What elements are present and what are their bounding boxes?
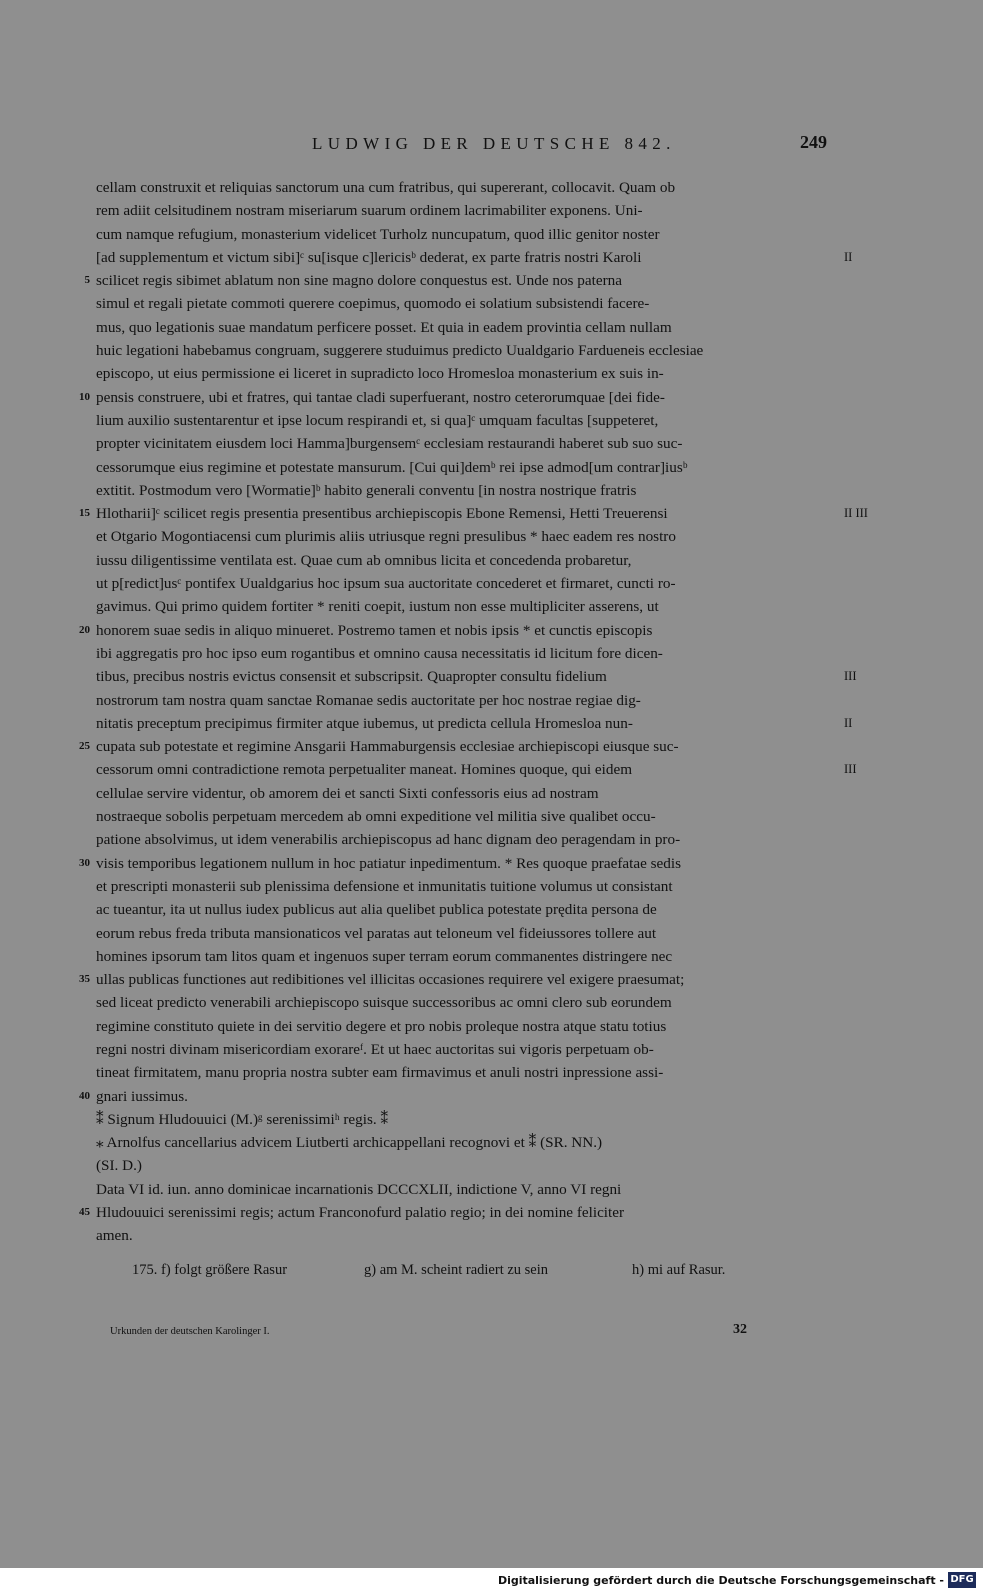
- dfg-logo: DFG: [948, 1572, 976, 1588]
- line-text: et Otgario Mogontiacensi cum plurimis aliis utriusque regni presulibus * haec eadem res nostro: [96, 528, 676, 546]
- margin-note: II III: [844, 506, 868, 521]
- margin-note: III: [844, 762, 857, 777]
- text-line: [96, 1224, 838, 1247]
- text-line: [96, 223, 838, 246]
- line-text: regni nostri divinam misericordiam exorareᶠ. Et ut haec auctoritas sui vigoris perpetuam ob-: [96, 1040, 654, 1058]
- line-text: nostrorum tam nostra quam sanctae Romanae sedis auctoritate per hoc nostrae regiae dig-: [96, 691, 641, 709]
- line-text: patione absolvimus, ut idem venerabilis archiepiscopus ad hanc dignam deo peragendam in pro-: [96, 831, 681, 849]
- page-header: [0, 130, 983, 158]
- page-footer: [0, 1320, 983, 1340]
- text-line: [96, 316, 838, 339]
- text-line: [96, 828, 838, 851]
- line-text: cum namque refugium, monasterium videlicet Turholz nuncupatum, quod illic genitor noster: [96, 225, 660, 243]
- text-line: [96, 199, 838, 222]
- text-line: [96, 479, 838, 502]
- text-line: [96, 665, 857, 688]
- line-text: gavimus. Qui primo quidem fortiter * reniti coepit, iustum non esse multipliciter asserens, ut: [96, 598, 659, 616]
- line-text: cellulae servire videntur, ob amorem dei et sancti Sixti confessoris eius ad nostram: [96, 784, 599, 802]
- text-line: [96, 642, 838, 665]
- text-line: [96, 549, 838, 572]
- text-line: [96, 432, 838, 455]
- margin-note: II: [844, 249, 853, 264]
- line-text: visis temporibus legationem nullum in hoc patiatur inpedimentum. * Res quoque praefatae sedis: [96, 854, 682, 872]
- text-line: [96, 572, 838, 595]
- line-text: nitatis preceptum precipimus firmiter atque iubemus, ut predicta cellula Hromesloa nun-: [96, 714, 633, 732]
- text-line: [96, 991, 838, 1014]
- line-text: ullas publicas functiones aut redibitiones vel illicitas occasiones requirere vel exigere praesumat;: [96, 971, 685, 989]
- line-number: 35: [79, 973, 90, 986]
- line-text: (SI. D.): [96, 1157, 142, 1175]
- text-line: [96, 805, 838, 828]
- text-line: [96, 945, 838, 968]
- line-text: huic legationi habebamus congruam, suggerere studuimus predicto Uualdgario Fardueneis ecclesiae: [96, 342, 704, 360]
- line-text: episcopo, ut eius permissione ei liceret in supradicto loco Hromesloa monasterium ex suis in-: [96, 365, 664, 383]
- text-line: [79, 852, 838, 875]
- line-text: ut p[redict]usᶜ pontifex Uualdgarius hoc ipsum sua auctoritate concederet et firmaret, cuncti ro-: [96, 575, 676, 593]
- line-text: ⁎ Arnolfus cancellarius advicem Liutberti archicappellani recognovi et ⁑ (SR. NN.): [96, 1134, 603, 1152]
- line-text: Data VI id. iun. anno dominicae incarnationis DCCCXLII, indictione V, anno VI regni: [96, 1180, 622, 1198]
- footnote-f: 175. f) folgt größere Rasur: [132, 1262, 288, 1278]
- line-number: 30: [79, 856, 90, 869]
- line-text: homines ipsorum tam litos quam et ingenuos super terram eorum commanentes distringere nec: [96, 947, 673, 965]
- line-text: pensis construere, ubi et fratres, qui tantae cladi superfuerant, nostro ceterorumquae [dei fide-: [96, 388, 665, 406]
- text-line: [79, 968, 838, 991]
- line-text: amen.: [96, 1227, 133, 1245]
- text-line: [79, 1201, 838, 1224]
- text-line: [96, 339, 838, 362]
- line-number: 40: [79, 1089, 90, 1102]
- line-text: ibi aggregatis pro hoc ipso eum rogantibus et omnino causa necessitatis id licitum fore dicen-: [96, 644, 663, 662]
- line-text: extitit. Postmodum vero [Wormatie]ᵇ habito generali conventu [in nostra nostrique fratris: [96, 481, 637, 499]
- line-text: [ad supplementum et victum sibi]ᶜ su[isque c]lericisᵇ dederat, ex parte fratris nostri Karoli: [96, 248, 642, 266]
- text-line: [96, 922, 838, 945]
- text-line: [96, 1131, 838, 1154]
- line-number: 45: [79, 1206, 90, 1219]
- line-text: eorum rebus freda tributa mansionaticos vel paratas aut teloneum vel fideiussores tollere aut: [96, 924, 657, 942]
- text-line: [96, 782, 838, 805]
- line-number: 20: [79, 623, 90, 636]
- text-line: [79, 619, 838, 642]
- line-text: mus, quo legationis suae mandatum perficere posset. Et quia in eadem provintia cellam nullam: [96, 318, 672, 336]
- text-line: [96, 1038, 838, 1061]
- text-line: [96, 758, 857, 781]
- line-text: propter vicinitatem eiusdem loci Hamma]burgensemᶜ ecclesiam restaurandi haberet sub suo suc-: [96, 435, 683, 453]
- line-text: regimine constituto quiete in dei servitio degere et pro nobis proleque nostra atque statu totius: [96, 1017, 667, 1035]
- text-line: [96, 525, 838, 548]
- line-number: 5: [84, 274, 90, 287]
- line-text: nostraeque sobolis perpetuam mercedem ab omni expeditione vel militia sive qualibet occu-: [96, 808, 656, 826]
- text-line: [96, 246, 853, 269]
- line-text: gnari iussimus.: [96, 1087, 188, 1105]
- line-number: 15: [79, 507, 90, 520]
- charter-text: [79, 176, 868, 1248]
- footnotes: [132, 1262, 832, 1284]
- text-line: [96, 1178, 838, 1201]
- text-line: [96, 456, 838, 479]
- text-line: [79, 386, 838, 409]
- margin-note: III: [844, 669, 857, 684]
- line-text: simul et regali pietate commoti querere coepimus, quomodo ei solatium subsistendi facere-: [96, 295, 650, 313]
- text-line: [96, 898, 838, 921]
- line-number: 25: [79, 740, 90, 753]
- line-text: cessorum omni contradictione remota perpetualiter maneat. Homines quoque, qui eidem: [96, 761, 633, 779]
- sheet-number: 32: [733, 1322, 747, 1337]
- line-text: tibus, precibus nostris evictus consensit et subscripsit. Quapropter consultu fidelium: [96, 668, 607, 686]
- line-text: ac tueantur, ita ut nullus iudex publicus aut alia quelibet publica potestate prędita persona de: [96, 901, 657, 919]
- text-line: [79, 502, 868, 525]
- text-line: [79, 735, 838, 758]
- text-line: [96, 362, 838, 385]
- text-line: [96, 875, 838, 898]
- text-line: [96, 292, 838, 315]
- line-text: Hludouuici serenissimi regis; actum Franconofurd palatio regio; in dei nomine feliciter: [96, 1204, 625, 1222]
- line-text: iussu diligentissime ventilata est. Quae cum ab omnibus licita et concedenda probaretur,: [96, 551, 632, 569]
- series-title: Urkunden der deutschen Karolinger I.: [110, 1326, 270, 1337]
- text-line: [96, 409, 838, 432]
- text-line: [79, 1085, 838, 1108]
- text-line: [96, 1015, 838, 1038]
- line-text: cessorumque eius regimine et potestate mansurum. [Cui qui]demᵇ rei ipse admod[um contrar]iusᵇ: [96, 458, 688, 476]
- text-line: [96, 1061, 838, 1084]
- line-text: scilicet regis sibimet ablatum non sine magno dolore conquestus est. Unde nos paterna: [96, 272, 622, 290]
- line-text: lium auxilio sustentarentur et ipse locum respirandi et, si qua]ᶜ umquam facultas [suppeteret,: [96, 411, 659, 429]
- text-line: [96, 595, 838, 618]
- line-text: et prescripti monasterii sub plenissima defensione et inmunitatis tuitione volumus ut consistant: [96, 877, 673, 895]
- line-text: tineat firmitatem, manu propria nostra subter eam firmavimus et anuli nostri inpressione assi-: [96, 1064, 664, 1082]
- text-line: [96, 1154, 838, 1177]
- page-number: 249: [800, 132, 827, 152]
- line-text: cellam construxit et reliquias sanctorum una cum fratribus, qui supererant, collocavit. Quam ob: [96, 179, 676, 196]
- line-text: honorem suae sedis in aliquo minueret. Postremo tamen et nobis ipsis * et cunctis episcopis: [96, 621, 653, 639]
- footnote-g: g) am M. scheint radiert zu sein: [364, 1262, 549, 1278]
- line-text: ⁑ Signum Hludouuici (M.)ᵍ serenissimiʰ regis. ⁑: [96, 1110, 389, 1128]
- line-number: 10: [79, 390, 90, 403]
- footnote-h: h) mi auf Rasur.: [632, 1262, 726, 1278]
- text-line: [96, 176, 838, 199]
- line-text: cupata sub potestate et regimine Ansgarii Hammaburgensis ecclesiae archiepiscopi eiusque suc-: [96, 738, 679, 756]
- funding-credit: Digitalisierung gefördert durch die Deutsche Forschungsgemeinschaft -: [497, 1574, 944, 1587]
- line-text: Hlotharii]ᶜ scilicet regis presentia presentibus archiepiscopis Ebone Remensi, Hetti Treuerensi: [96, 505, 668, 523]
- running-head: LUDWIG DER DEUTSCHE 842.: [312, 134, 676, 153]
- text-line: [96, 689, 838, 712]
- text-line: [96, 712, 853, 735]
- text-line: [84, 269, 838, 292]
- margin-note: II: [844, 715, 853, 730]
- line-text: sed liceat predicto venerabili archiepiscopo suisque successoribus ac omni clero sub eorundem: [96, 994, 672, 1012]
- line-text: rem adiit celsitudinem nostram miseriarum suarum ordinem lacrimabiliter exponens. Uni-: [96, 202, 643, 220]
- text-line: [96, 1108, 838, 1131]
